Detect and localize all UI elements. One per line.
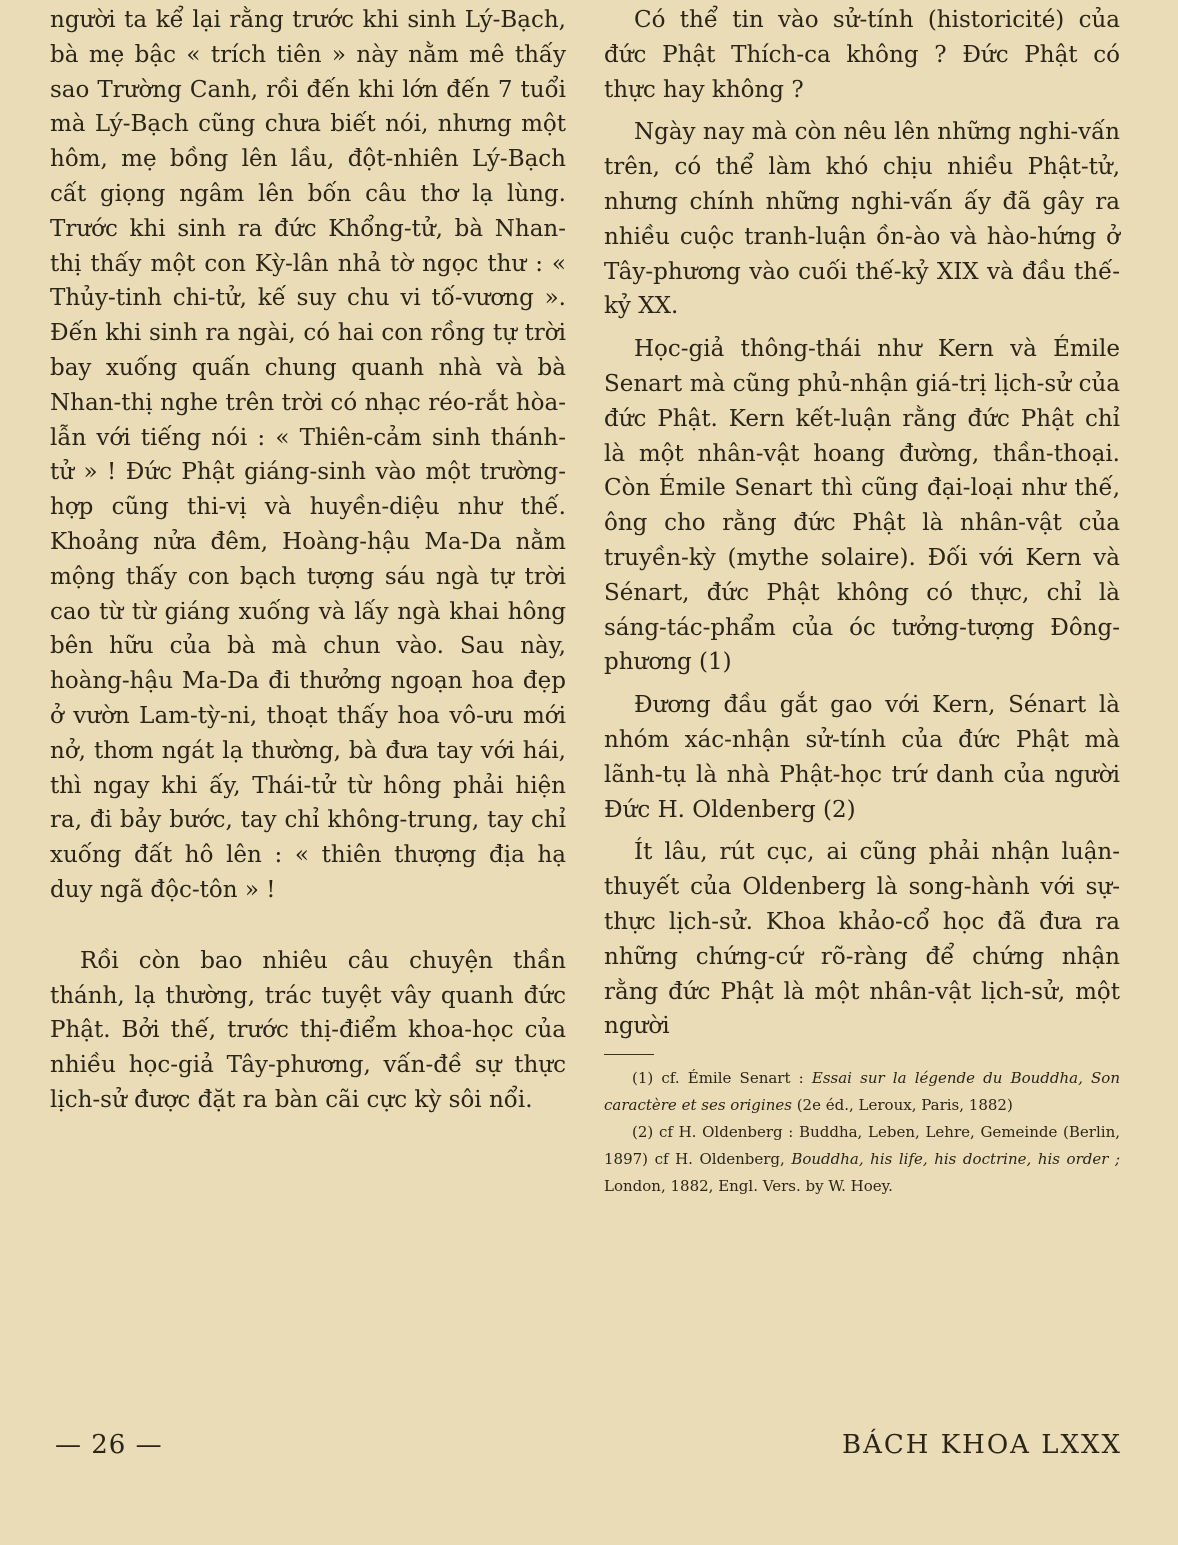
right-paragraph-5: Ít lâu, rút cục, ai cũng phải nhận luận-thuyết của Oldenberg là song-hành với sự-thực lịch-sử. Khoa khảo-cổ học đã đưa ra những chứng-cứ rõ-ràng để chứng nhận rằng đức Phật là một nhân-vật lịch-sử, một người bbox=[604, 839, 1120, 1040]
footnote-2-title: Bouddha, his life, his doctrine, his order ; bbox=[791, 1150, 1120, 1169]
right-paragraph-4: Đương đầu gắt gao với Kern, Sénart là nhóm xác-nhận sử-tính của đức Phật mà lãnh-tụ là nhà Phật-học trứ danh của người Đức H. Oldenberg (2) bbox=[604, 692, 1120, 823]
right-paragraph-2: Ngày nay mà còn nêu lên những nghi-vấn trên, có thể làm khó chịu nhiều Phật-tử, nhưng chính những nghi-vấn ấy đã gây ra nhiều cuộc tranh-luận ồn-ào và hào-hứng ở Tây-phương vào cuối thế-kỷ XIX và đầu thế-kỷ XX. bbox=[604, 119, 1120, 320]
page-number: — 26 — bbox=[55, 1430, 163, 1460]
magazine-title: BÁCH KHOA LXXX bbox=[842, 1430, 1122, 1460]
footnote-1-prefix: (1) cf. Émile Senart : bbox=[632, 1069, 812, 1088]
right-paragraph-3: Học-giả thông-thái như Kern và Émile Senart mà cũng phủ-nhận giá-trị lịch-sử của đức Phật. Kern kết-luận rằng đức Phật chỉ là một nhân-vật hoang đường, thần-thoại. Còn Émile Senart thì cũng đại-loại như thế, ông cho rằng đức Phật là nhân-vật của truyền-kỳ (mythe solaire). Đối với Kern và Sénart, đức Phật không có thực, chỉ là sáng-tác-phẩm của óc tưởng-tượng Đông-phương (1) bbox=[604, 336, 1120, 676]
footnote-2 bbox=[604, 1119, 1120, 1200]
footnote-1-suffix: (2e éd., Leroux, Paris, 1882) bbox=[791, 1096, 1013, 1115]
left-column bbox=[50, 3, 566, 1118]
footnote-1 bbox=[604, 1065, 1120, 1119]
left-paragraph-1: người ta kể lại rằng trước khi sinh Lý-Bạch, bà mẹ bậc « trích tiên » này nằm mê thấy sao Trường Canh, rồi đến khi lớn đến 7 tuổi mà Lý-Bạch cũng chưa biết nói, nhưng một hôm, mẹ bồng lên lầu, đột-nhiên Lý-Bạch cất giọng ngâm lên bốn câu thơ lạ lùng. Trước khi sinh ra đức Khổng-tử, bà Nhan-thị thấy một con Kỳ-lân nhả tờ ngọc thư : « Thủy-tinh chi-tử, kế suy chu vi tố-vương ». Đến khi sinh ra ngài, có hai con rồng tự trời bay xuống quấn chung quanh nhà và bà Nhan-thị nghe trên trời có nhạc réo-rắt hòa-lẫn với tiếng nói : « Thiên-cảm sinh thánh-tử » ! Đức Phật giáng-sinh vào một trường-hợp cũng thi-vị và huyền-diệu như thế. Khoảng nửa đêm, Hoàng-hậu Ma-Da nằm mộng thấy con bạch tượng sáu ngà tự trời cao từ từ giáng xuống và lấy ngà khai hông bên hữu của bà mà chun vào. Sau này, hoàng-hậu Ma-Da đi thưởng ngoạn hoa đẹp ở vườn Lam-tỳ-ni, thoạt thấy hoa vô-ưu mới nở, thơm ngát lạ thường, bà đưa tay với hái, thì ngay khi ấy, Thái-tử từ hông phải hiện ra, đi bảy bước, tay chỉ không-trung, tay chỉ xuống đất hô lên : « thiên thượng địa hạ duy ngã độc-tôn » ! bbox=[50, 7, 566, 903]
footnote-1-title: Essai sur la légende du Bouddha, Son caractère et ses origines bbox=[604, 1069, 1120, 1115]
left-paragraph-2: Rồi còn bao nhiêu câu chuyện thần thánh, lạ thường, trác tuyệt vây quanh đức Phật. Bởi thế, trước thị-điểm khoa-học của nhiều học-giả Tây-phương, vấn-đề sự thực lịch-sử được đặt ra bàn cãi cực kỳ sôi nổi. bbox=[50, 947, 566, 1113]
footnote-2-suffix: London, 1882, Engl. Vers. by W. Hoey. bbox=[604, 1177, 893, 1196]
right-paragraph-1: Có thể tin vào sử-tính (historicité) của đức Phật Thích-ca không ? Đức Phật có thực hay không ? bbox=[604, 7, 1120, 103]
footnote-2-prefix: (2) cf H. Oldenberg : Buddha, Leben, Lehre, Gemeinde (Berlin, 1897) cf H. Oldenberg, bbox=[604, 1123, 1120, 1169]
right-column bbox=[604, 3, 1120, 1200]
footnote-divider bbox=[604, 1054, 654, 1055]
